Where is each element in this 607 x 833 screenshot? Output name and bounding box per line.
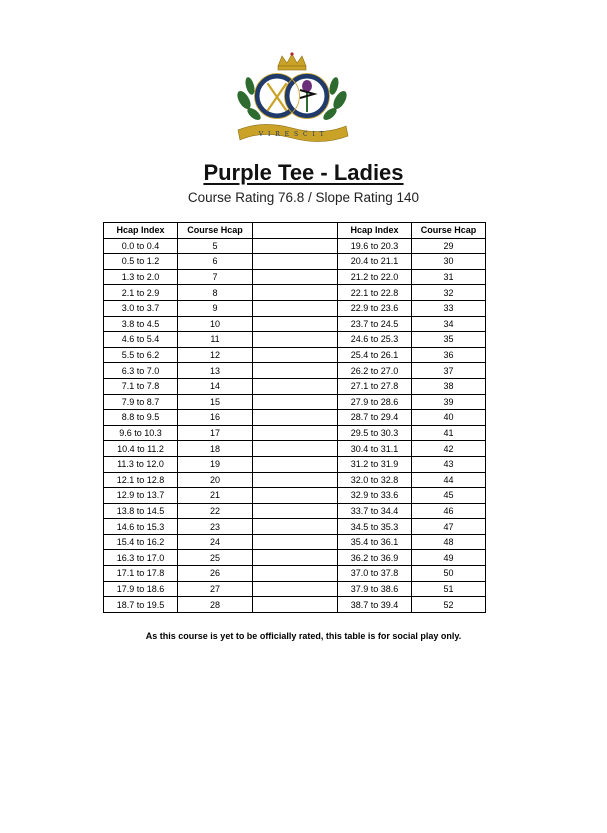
hcap-index-cell: 14.6 to 15.3 bbox=[104, 519, 178, 535]
course-hcap-cell: 39 bbox=[412, 394, 486, 410]
spacer-cell bbox=[253, 269, 338, 285]
course-hcap-cell: 45 bbox=[412, 488, 486, 504]
course-hcap-cell: 38 bbox=[412, 378, 486, 394]
hcap-index-cell: 18.7 to 19.5 bbox=[104, 597, 178, 613]
hcap-index-cell: 29.5 to 30.3 bbox=[338, 425, 412, 441]
header-hcap-index-right: Hcap Index bbox=[338, 223, 412, 239]
course-hcap-cell: 48 bbox=[412, 534, 486, 550]
table-row bbox=[104, 503, 486, 519]
hcap-index-cell: 13.8 to 14.5 bbox=[104, 503, 178, 519]
hcap-index-cell: 23.7 to 24.5 bbox=[338, 316, 412, 332]
spacer-cell bbox=[253, 566, 338, 582]
course-hcap-cell: 31 bbox=[412, 269, 486, 285]
table-row bbox=[104, 316, 486, 332]
table-row bbox=[104, 285, 486, 301]
spacer-cell bbox=[253, 441, 338, 457]
hcap-index-cell: 15.4 to 16.2 bbox=[104, 534, 178, 550]
course-hcap-cell: 14 bbox=[178, 378, 253, 394]
table-row bbox=[104, 425, 486, 441]
course-hcap-cell: 11 bbox=[178, 332, 253, 348]
course-hcap-cell: 49 bbox=[412, 550, 486, 566]
hcap-index-cell: 10.4 to 11.2 bbox=[104, 441, 178, 457]
table-row bbox=[104, 332, 486, 348]
spacer-cell bbox=[253, 238, 338, 254]
spacer-cell bbox=[253, 347, 338, 363]
table-row bbox=[104, 597, 486, 613]
header-hcap-index-left: Hcap Index bbox=[104, 223, 178, 239]
header-course-hcap-right: Course Hcap bbox=[412, 223, 486, 239]
course-hcap-cell: 6 bbox=[178, 254, 253, 270]
hcap-index-cell: 3.0 to 3.7 bbox=[104, 300, 178, 316]
spacer-cell bbox=[253, 472, 338, 488]
header-spacer bbox=[253, 223, 338, 239]
course-hcap-cell: 52 bbox=[412, 597, 486, 613]
hcap-index-cell: 8.8 to 9.5 bbox=[104, 410, 178, 426]
hcap-index-cell: 32.9 to 33.6 bbox=[338, 488, 412, 504]
spacer-cell bbox=[253, 316, 338, 332]
hcap-index-cell: 17.9 to 18.6 bbox=[104, 581, 178, 597]
hcap-index-cell: 22.1 to 22.8 bbox=[338, 285, 412, 301]
hcap-index-cell: 7.1 to 7.8 bbox=[104, 378, 178, 394]
spacer-cell bbox=[253, 550, 338, 566]
course-hcap-cell: 44 bbox=[412, 472, 486, 488]
table-body bbox=[104, 238, 486, 612]
course-hcap-cell: 34 bbox=[412, 316, 486, 332]
course-hcap-cell: 7 bbox=[178, 269, 253, 285]
hcap-index-cell: 27.9 to 28.6 bbox=[338, 394, 412, 410]
hcap-index-cell: 4.6 to 5.4 bbox=[104, 332, 178, 348]
spacer-cell bbox=[253, 503, 338, 519]
course-hcap-cell: 19 bbox=[178, 456, 253, 472]
course-hcap-cell: 29 bbox=[412, 238, 486, 254]
course-hcap-cell: 41 bbox=[412, 425, 486, 441]
hcap-index-cell: 37.0 to 37.8 bbox=[338, 566, 412, 582]
hcap-index-cell: 35.4 to 36.1 bbox=[338, 534, 412, 550]
spacer-cell bbox=[253, 519, 338, 535]
hcap-index-cell: 30.4 to 31.1 bbox=[338, 441, 412, 457]
course-hcap-cell: 23 bbox=[178, 519, 253, 535]
spacer-cell bbox=[253, 378, 338, 394]
course-hcap-cell: 30 bbox=[412, 254, 486, 270]
table-row bbox=[104, 378, 486, 394]
table-row bbox=[104, 269, 486, 285]
hcap-index-cell: 16.3 to 17.0 bbox=[104, 550, 178, 566]
course-hcap-cell: 25 bbox=[178, 550, 253, 566]
course-hcap-cell: 27 bbox=[178, 581, 253, 597]
course-hcap-cell: 47 bbox=[412, 519, 486, 535]
hcap-index-cell: 19.6 to 20.3 bbox=[338, 238, 412, 254]
spacer-cell bbox=[253, 363, 338, 379]
table-row bbox=[104, 488, 486, 504]
course-hcap-cell: 12 bbox=[178, 347, 253, 363]
spacer-cell bbox=[253, 410, 338, 426]
course-hcap-cell: 43 bbox=[412, 456, 486, 472]
crest-emblem-icon bbox=[232, 50, 352, 146]
handicap-table bbox=[103, 222, 486, 613]
course-hcap-cell: 50 bbox=[412, 566, 486, 582]
hcap-index-cell: 22.9 to 23.6 bbox=[338, 300, 412, 316]
hcap-index-cell: 25.4 to 26.1 bbox=[338, 347, 412, 363]
hcap-index-cell: 11.3 to 12.0 bbox=[104, 456, 178, 472]
course-hcap-cell: 32 bbox=[412, 285, 486, 301]
hcap-index-cell: 6.3 to 7.0 bbox=[104, 363, 178, 379]
course-hcap-cell: 17 bbox=[178, 425, 253, 441]
table-row bbox=[104, 238, 486, 254]
spacer-cell bbox=[253, 394, 338, 410]
course-hcap-cell: 36 bbox=[412, 347, 486, 363]
hcap-index-cell: 0.5 to 1.2 bbox=[104, 254, 178, 270]
table-row bbox=[104, 347, 486, 363]
table-row bbox=[104, 534, 486, 550]
course-hcap-cell: 37 bbox=[412, 363, 486, 379]
hcap-index-cell: 7.9 to 8.7 bbox=[104, 394, 178, 410]
spacer-cell bbox=[253, 425, 338, 441]
hcap-index-cell: 31.2 to 31.9 bbox=[338, 456, 412, 472]
course-hcap-cell: 33 bbox=[412, 300, 486, 316]
table-header-row bbox=[104, 223, 486, 239]
spacer-cell bbox=[253, 285, 338, 301]
svg-text:V I R E S C I T: V I R E S C I T bbox=[258, 131, 326, 138]
course-hcap-cell: 5 bbox=[178, 238, 253, 254]
course-rating-subtitle: Course Rating 76.8 / Slope Rating 140 bbox=[187, 190, 420, 205]
social-play-note: As this course is yet to be officially rated, this table is for social play only. bbox=[145, 631, 462, 641]
course-hcap-cell: 40 bbox=[412, 410, 486, 426]
course-hcap-cell: 13 bbox=[178, 363, 253, 379]
course-hcap-cell: 24 bbox=[178, 534, 253, 550]
spacer-cell bbox=[253, 456, 338, 472]
course-hcap-cell: 51 bbox=[412, 581, 486, 597]
course-hcap-cell: 46 bbox=[412, 503, 486, 519]
spacer-cell bbox=[253, 581, 338, 597]
table-row bbox=[104, 456, 486, 472]
table-row bbox=[104, 363, 486, 379]
hcap-index-cell: 2.1 to 2.9 bbox=[104, 285, 178, 301]
table-row bbox=[104, 472, 486, 488]
header-course-hcap-left: Course Hcap bbox=[178, 223, 253, 239]
page-title: Purple Tee - Ladies bbox=[203, 160, 404, 185]
hcap-index-cell: 1.3 to 2.0 bbox=[104, 269, 178, 285]
spacer-cell bbox=[253, 597, 338, 613]
spacer-cell bbox=[253, 254, 338, 270]
course-hcap-cell: 22 bbox=[178, 503, 253, 519]
course-hcap-cell: 8 bbox=[178, 285, 253, 301]
course-hcap-cell: 20 bbox=[178, 472, 253, 488]
course-hcap-cell: 28 bbox=[178, 597, 253, 613]
spacer-cell bbox=[253, 488, 338, 504]
table-row bbox=[104, 410, 486, 426]
table-row bbox=[104, 519, 486, 535]
spacer-cell bbox=[253, 534, 338, 550]
hcap-index-cell: 37.9 to 38.6 bbox=[338, 581, 412, 597]
hcap-index-cell: 5.5 to 6.2 bbox=[104, 347, 178, 363]
hcap-index-cell: 26.2 to 27.0 bbox=[338, 363, 412, 379]
hcap-index-cell: 12.1 to 12.8 bbox=[104, 472, 178, 488]
hcap-index-cell: 36.2 to 36.9 bbox=[338, 550, 412, 566]
course-hcap-cell: 15 bbox=[178, 394, 253, 410]
hcap-index-cell: 12.9 to 13.7 bbox=[104, 488, 178, 504]
course-hcap-cell: 16 bbox=[178, 410, 253, 426]
table-row bbox=[104, 441, 486, 457]
hcap-index-cell: 33.7 to 34.4 bbox=[338, 503, 412, 519]
hcap-index-cell: 28.7 to 29.4 bbox=[338, 410, 412, 426]
spacer-cell bbox=[253, 300, 338, 316]
course-hcap-cell: 26 bbox=[178, 566, 253, 582]
hcap-index-cell: 0.0 to 0.4 bbox=[104, 238, 178, 254]
hcap-index-cell: 24.6 to 25.3 bbox=[338, 332, 412, 348]
course-hcap-cell: 35 bbox=[412, 332, 486, 348]
table-row bbox=[104, 394, 486, 410]
hcap-index-cell: 9.6 to 10.3 bbox=[104, 425, 178, 441]
table-row bbox=[104, 300, 486, 316]
spacer-cell bbox=[253, 332, 338, 348]
hcap-index-cell: 20.4 to 21.1 bbox=[338, 254, 412, 270]
table-row bbox=[104, 581, 486, 597]
hcap-index-cell: 17.1 to 17.8 bbox=[104, 566, 178, 582]
hcap-index-cell: 32.0 to 32.8 bbox=[338, 472, 412, 488]
table-row bbox=[104, 254, 486, 270]
hcap-index-cell: 38.7 to 39.4 bbox=[338, 597, 412, 613]
table-row bbox=[104, 550, 486, 566]
hcap-index-cell: 27.1 to 27.8 bbox=[338, 378, 412, 394]
course-hcap-cell: 9 bbox=[178, 300, 253, 316]
course-hcap-cell: 18 bbox=[178, 441, 253, 457]
hcap-index-cell: 34.5 to 35.3 bbox=[338, 519, 412, 535]
course-hcap-cell: 21 bbox=[178, 488, 253, 504]
hcap-index-cell: 3.8 to 4.5 bbox=[104, 316, 178, 332]
course-hcap-cell: 10 bbox=[178, 316, 253, 332]
course-hcap-cell: 42 bbox=[412, 441, 486, 457]
club-crest-logo bbox=[232, 50, 352, 146]
table-row bbox=[104, 566, 486, 582]
hcap-index-cell: 21.2 to 22.0 bbox=[338, 269, 412, 285]
